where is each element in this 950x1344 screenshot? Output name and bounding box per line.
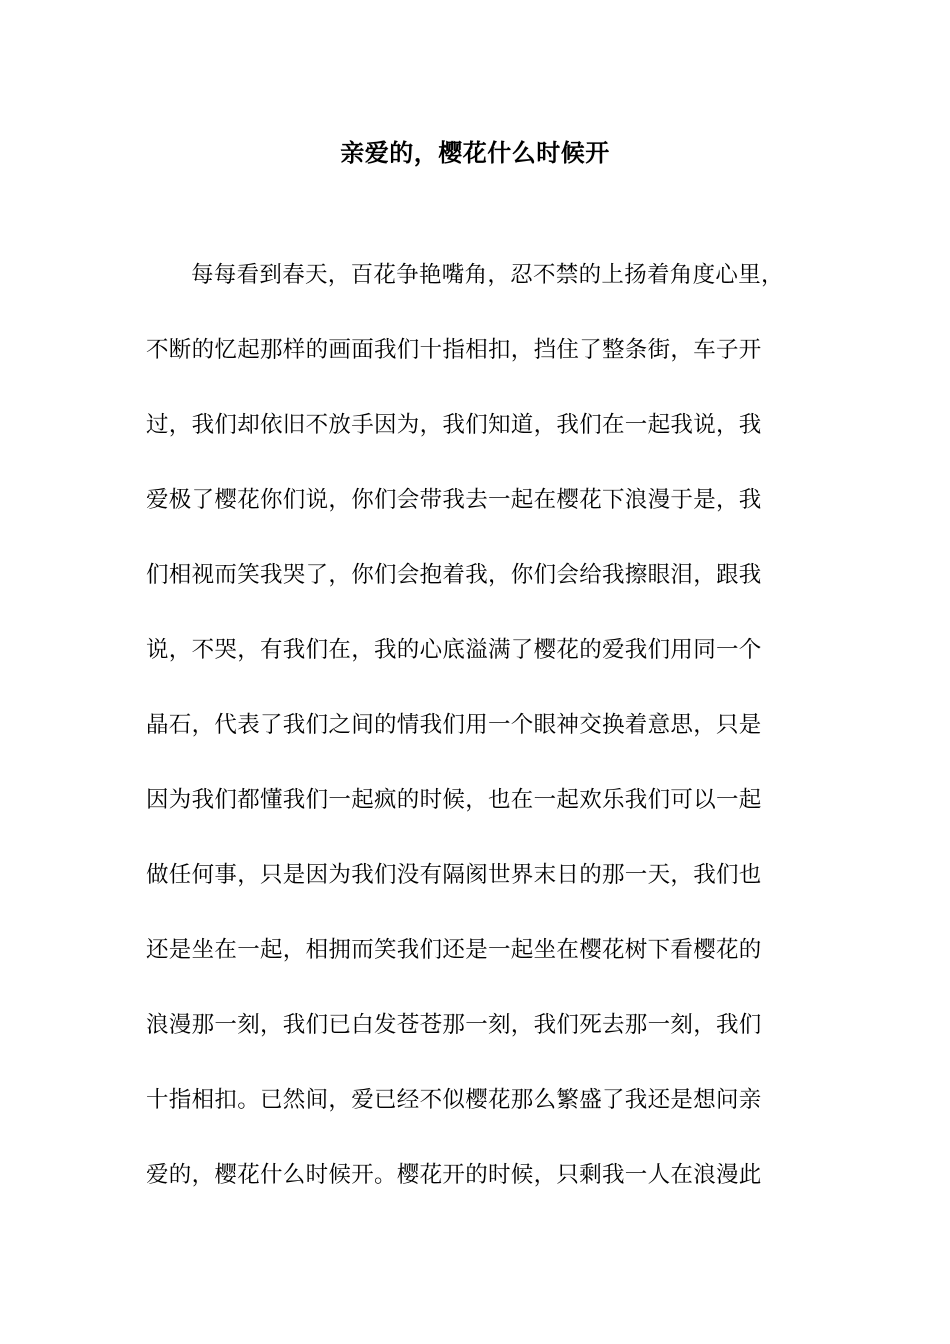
body-line: 晶石，代表了我们之间的情我们用一个眼神交换着意思，只是	[146, 712, 762, 738]
document-title: 亲爱的，樱花什么时候开	[340, 138, 610, 167]
body-line: 爱极了樱花你们说，你们会带我去一起在樱花下浪漫于是，我	[146, 487, 762, 513]
body-line: 不断的忆起那样的画面我们十指相扣，挡住了整条街，车子开	[146, 337, 762, 363]
body-line: 过，我们却依旧不放手因为，我们知道，我们在一起我说，我	[146, 412, 762, 438]
body-line: 浪漫那一刻，我们已白发苍苍那一刻，我们死去那一刻，我们	[146, 1012, 762, 1038]
body-line: 十指相扣。已然间，爱已经不似樱花那么繁盛了我还是想问亲	[146, 1087, 762, 1113]
body-line: 说，不哭，有我们在，我的心底溢满了樱花的爱我们用同一个	[146, 637, 762, 663]
body-line: 们相视而笑我哭了，你们会抱着我，你们会给我擦眼泪，跟我	[146, 562, 762, 588]
body-line: 每每看到春天，百花争艳嘴角，忍不禁的上扬着角度心里，	[191, 262, 784, 288]
body-line: 因为我们都懂我们一起疯的时候，也在一起欢乐我们可以一起	[146, 787, 762, 813]
body-line: 做任何事，只是因为我们没有隔阂世界末日的那一天，我们也	[146, 862, 762, 888]
body-line: 爱的，樱花什么时候开。樱花开的时候，只剩我一人在浪漫此	[146, 1162, 762, 1188]
document-body	[146, 258, 826, 1233]
body-line: 还是坐在一起，相拥而笑我们还是一起坐在樱花树下看樱花的	[146, 937, 762, 963]
